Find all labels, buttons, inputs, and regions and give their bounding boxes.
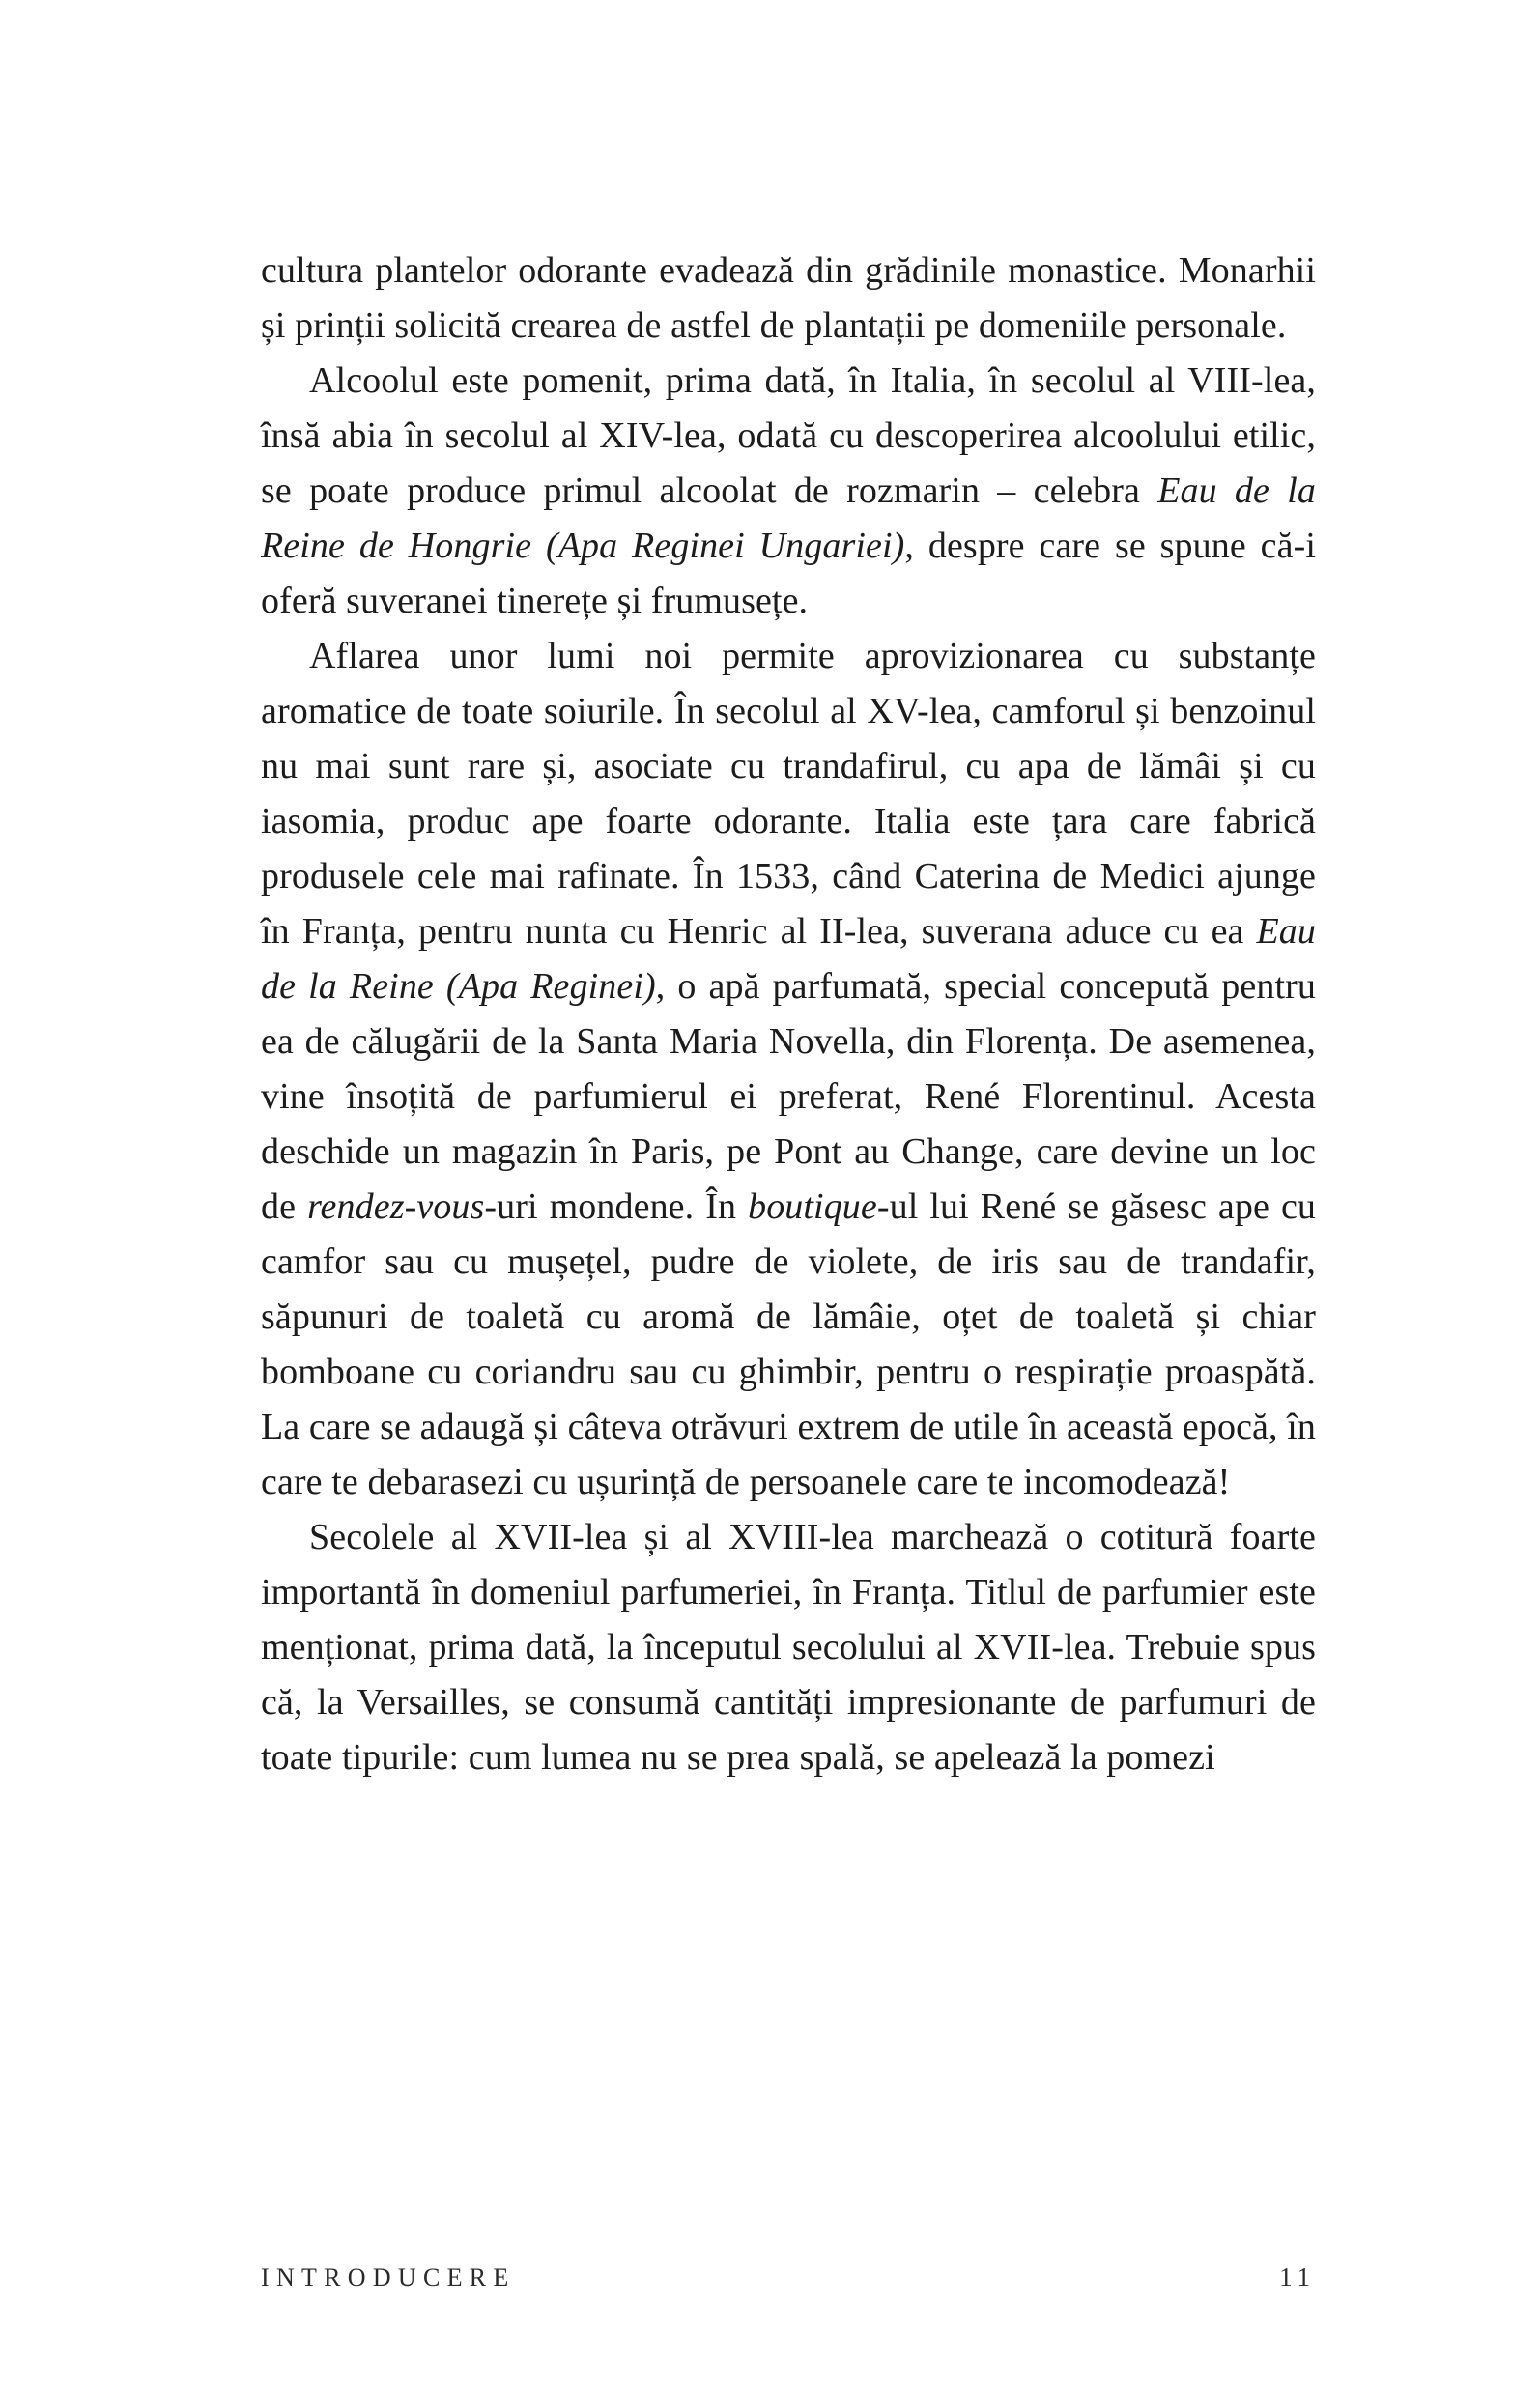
text-run: Secolele al XVII-lea și al XVIII-lea marchează o cotitură foarte importantă în domeniul parfumeriei, în Franța. Titlul de parfumier este menționat, prima dată, la începutul secolului al XVII-lea. Trebuie spus că, la Versailles, se consumă cantități impresionante de parfumuri de toate tipurile: cum lumea nu se prea spală, se apelează la pomezi [261, 1517, 1316, 1778]
text-run: Alcoolul este pomenit, prima dată, în Italia, în secolul al VIII-lea, însă abia în secolul al XIV-lea, odată cu descoperirea alcoolului etilic, se poate produce primul alcoolat de rozmarin – celebra [261, 360, 1316, 511]
italic-run: rendez-vous [307, 1186, 485, 1227]
page-footer [261, 2263, 1316, 2293]
text-run: -ul lui René se găsesc ape cu camfor sau cu mușețel, pudre de violete, de iris sau de trandafir, săpunuri de toaletă cu aromă de lămâie, oțet de toaletă și chiar bomboane cu coriandru sau cu ghimbir, pentru o respirație proaspătă. La care se adaugă și câteva otrăvuri extrem de utile în această epocă, în care te debarasezi cu ușurință de persoanele care te incomodează! [261, 1186, 1317, 1502]
text-run: , despre care se spune că-i oferă suveranei tinerețe și frumusețe. [261, 526, 1316, 621]
paragraph [261, 1510, 1316, 1785]
italic-run: Eau de la Reine (Apa Reginei) [261, 911, 1316, 1007]
page-number: 11 [1279, 2263, 1316, 2292]
text-run: Aflarea unor lumi noi permite aprovizionarea cu substanțe aromatice de toate soiurile. În secolul al XV-lea, camforul și benzoinul nu mai sunt rare și, asociate cu trandafirul, cu apa de lămâi și cu iasomia, produc ape foarte odorante. Italia este țara care fabrică produsele cele mai rafinate. În 1533, când Caterina de Medici ajunge în Franța, pentru nunta cu Henric al II-lea, suverana aduce cu ea [261, 636, 1316, 952]
paragraph [261, 354, 1316, 629]
paragraph [261, 243, 1316, 354]
italic-run: boutique [748, 1186, 877, 1227]
body-text [261, 243, 1316, 1785]
text-run: , o apă parfumată, special concepută pentru ea de călugării de la Santa Maria Novella, din Florența. De asemenea, vine însoțită de parfumierul ei preferat, René Florentinul. Acesta deschide un magazin în Paris, pe Pont au Change, care devine un loc de [261, 966, 1316, 1227]
text-run: cultura plantelor odorante evadează din grădinile monastice. Monarhii și prinții solicită crearea de astfel de plantații pe domeniile personale. [261, 250, 1316, 346]
paragraph [261, 629, 1316, 1510]
italic-run: Eau de la Reine de Hongrie (Apa Reginei Ungariei) [261, 471, 1316, 566]
running-header-section: INTRODUCERE [261, 2264, 516, 2292]
text-run: -uri mondene. În [484, 1186, 749, 1227]
